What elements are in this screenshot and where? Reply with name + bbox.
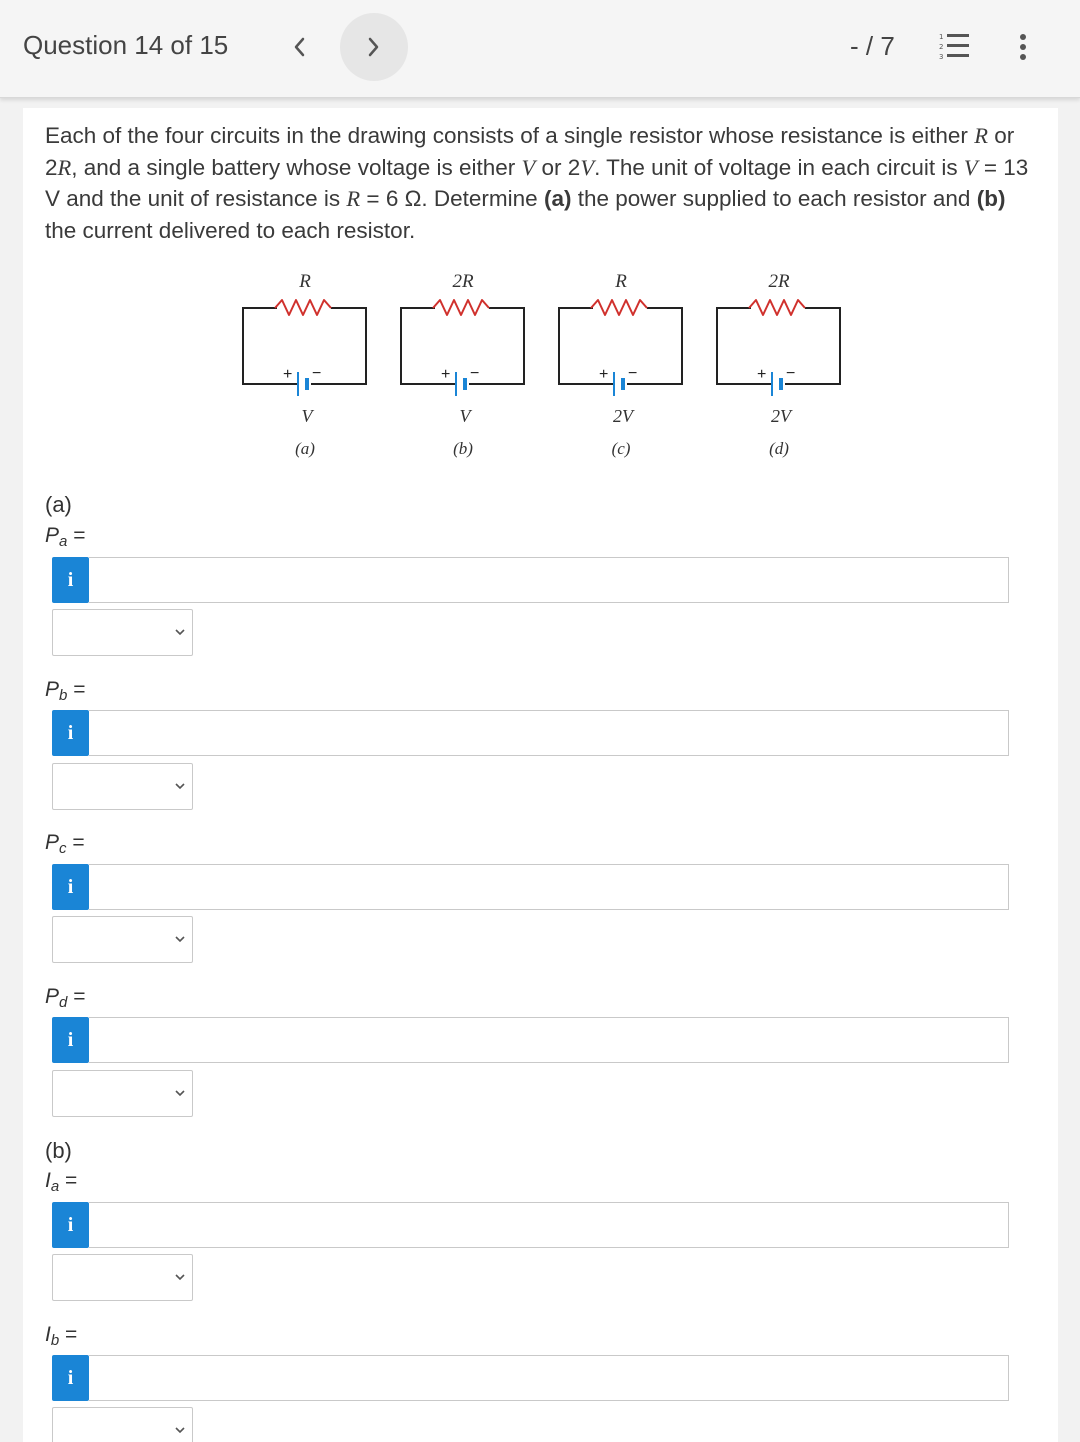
answer-label: $I_b$ =: [45, 1323, 78, 1349]
circuit-2: [401, 271, 524, 458]
info-button[interactable]: i: [52, 864, 89, 910]
info-button[interactable]: i: [52, 710, 89, 756]
unit-select[interactable]: [52, 1070, 193, 1117]
chevron-down-icon: [174, 1425, 186, 1435]
score-display: - / 7: [850, 31, 895, 61]
unit-select[interactable]: [52, 916, 193, 963]
dot-icon: [1020, 34, 1026, 40]
plus-sign: +: [283, 366, 293, 383]
plus-sign: +: [757, 366, 767, 383]
plus-sign: +: [441, 366, 451, 383]
resistor-label: 2R: [452, 271, 474, 292]
unit-select[interactable]: [52, 763, 193, 810]
resistor-symbol: [591, 300, 647, 315]
answer-label: $P_d$ =: [45, 985, 86, 1011]
previous-question-button[interactable]: [274, 20, 324, 74]
battery-label: 2V: [771, 406, 791, 426]
chevron-down-icon: [174, 1272, 186, 1282]
answer-input[interactable]: [89, 710, 1009, 756]
answer-input[interactable]: [89, 1017, 1009, 1063]
info-button[interactable]: i: [52, 557, 89, 603]
answer-label: $P_a$ =: [45, 524, 86, 550]
circuit-caption: (d): [769, 439, 789, 458]
resistor-label: R: [615, 271, 627, 292]
chevron-down-icon: [174, 781, 186, 791]
circuit-1: [243, 271, 366, 458]
unit-select[interactable]: [52, 1254, 193, 1301]
unit-select[interactable]: [52, 1407, 193, 1442]
circuit-4: [717, 271, 840, 458]
question-list-button[interactable]: [935, 30, 975, 64]
next-question-button[interactable]: [340, 13, 408, 81]
unit-select[interactable]: [52, 609, 193, 656]
minus-sign: −: [628, 365, 638, 382]
minus-sign: −: [786, 365, 796, 382]
circuit-caption: (c): [611, 439, 631, 458]
answer-input[interactable]: [89, 864, 1009, 910]
chevron-right-icon: [367, 36, 381, 58]
svg-text:3: 3: [939, 53, 944, 61]
question-card: [23, 108, 1058, 1442]
svg-text:2: 2: [939, 43, 944, 51]
plus-sign: +: [599, 366, 609, 383]
minus-sign: −: [312, 365, 322, 382]
dot-icon: [1020, 54, 1026, 60]
battery-label: V: [301, 406, 313, 426]
resistor-label: 2R: [768, 271, 790, 292]
answer-label: $P_c$ =: [45, 831, 85, 857]
more-options-button[interactable]: [1010, 30, 1036, 64]
answer-input[interactable]: [89, 557, 1009, 603]
answer-label: $P_b$ =: [45, 678, 86, 704]
battery-label: V: [459, 406, 471, 426]
numbered-list-icon: [935, 30, 975, 64]
circuit-caption: (b): [453, 439, 473, 458]
info-button[interactable]: i: [52, 1202, 89, 1248]
circuit-3: [559, 271, 682, 458]
resistor-symbol: [275, 300, 331, 315]
minus-sign: −: [470, 365, 480, 382]
chevron-down-icon: [174, 627, 186, 637]
resistor-label: R: [299, 271, 311, 292]
part-b-label: (b): [45, 1138, 72, 1163]
dot-icon: [1020, 44, 1026, 50]
answer-label: $I_a$ =: [45, 1169, 78, 1195]
resistor-symbol: [749, 300, 805, 315]
top-bar: [0, 0, 1080, 98]
answer-input[interactable]: [89, 1202, 1009, 1248]
info-button[interactable]: i: [52, 1017, 89, 1063]
circuit-caption: (a): [295, 439, 315, 458]
answer-input[interactable]: [89, 1355, 1009, 1401]
resistor-symbol: [433, 300, 489, 315]
part-a-label: (a): [45, 492, 72, 517]
circuits-figure: [235, 265, 865, 465]
battery-label: 2V: [613, 406, 633, 426]
chevron-down-icon: [174, 1088, 186, 1098]
chevron-left-icon: [292, 36, 306, 58]
svg-text:1: 1: [939, 33, 944, 41]
info-button[interactable]: i: [52, 1355, 89, 1401]
chevron-down-icon: [174, 934, 186, 944]
question-title: Question 14 of 15: [23, 30, 229, 60]
question-text: Each of the four circuits in the drawing consists of a single resistor whose resistance is either R or 2R, and a single battery whose voltage is either V or 2V. The unit of voltage in each circuit is V = 13 V and the unit of resistance is R = 6 Ω. Determine (a) the power supplied to each resistor and (b) the current delivered to each resistor.: [45, 123, 1029, 243]
